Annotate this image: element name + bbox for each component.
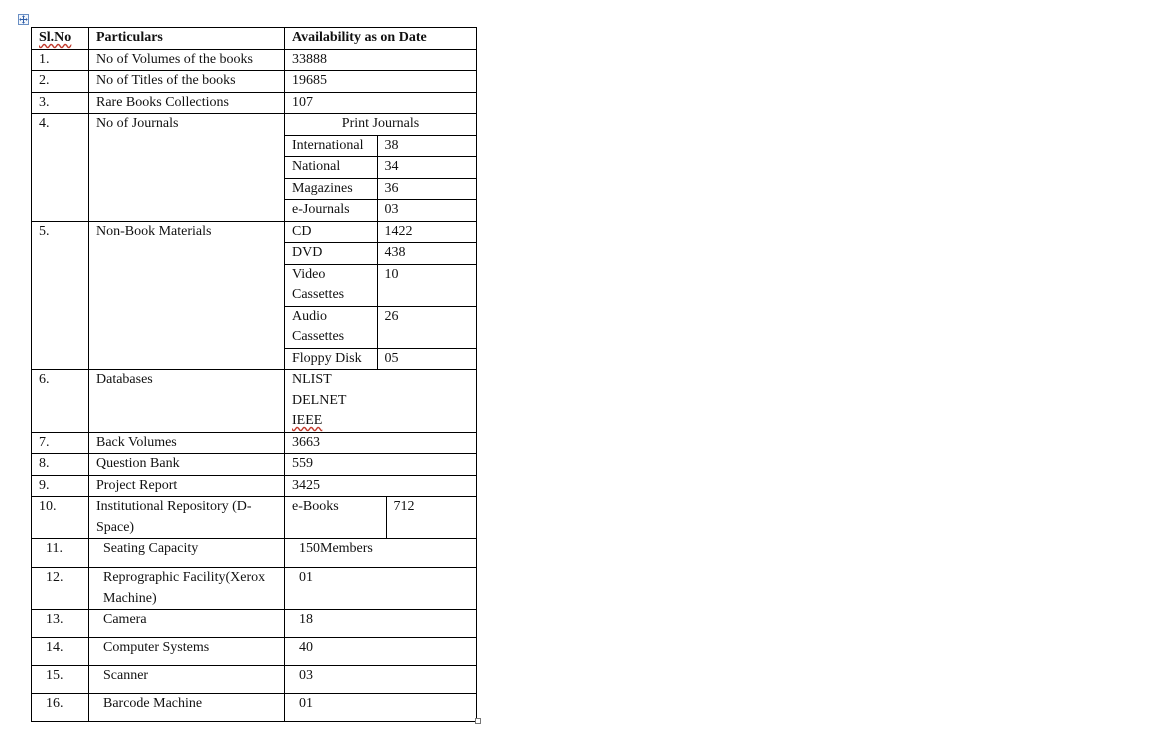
row-value: 107 xyxy=(285,92,477,114)
table-row xyxy=(32,432,477,454)
journal-value: 34 xyxy=(377,157,476,179)
repository-subtable xyxy=(285,497,476,538)
database-item: DELNET xyxy=(292,392,347,408)
table-row xyxy=(32,694,477,722)
repository-subtable-cell xyxy=(285,497,477,539)
row-particular: Reprographic Facility(Xerox Machine) xyxy=(89,568,285,610)
journal-row xyxy=(285,178,476,200)
repository-label: e-Books xyxy=(285,497,386,538)
journals-subtable-cell xyxy=(285,114,477,222)
table-row xyxy=(32,92,477,114)
journals-subtable xyxy=(285,114,476,221)
table-header-row xyxy=(32,28,477,50)
repository-value: 712 xyxy=(386,497,476,538)
row-particular: Project Report xyxy=(89,475,285,497)
library-resources-table xyxy=(31,27,477,722)
journal-row xyxy=(285,135,476,157)
journal-row xyxy=(285,200,476,221)
row-particular: Institutional Repository (D-Space) xyxy=(89,497,285,539)
table-row xyxy=(32,638,477,666)
material-row xyxy=(285,348,476,369)
row-number: 13. xyxy=(32,610,89,638)
material-label: DVD xyxy=(285,243,377,265)
row-number: 14. xyxy=(32,638,89,666)
journal-label: Magazines xyxy=(285,178,377,200)
row-value: 3425 xyxy=(285,475,477,497)
table-row xyxy=(32,666,477,694)
row-particular: No of Volumes of the books xyxy=(89,49,285,71)
row-particular: Back Volumes xyxy=(89,432,285,454)
journal-value: 36 xyxy=(377,178,476,200)
repository-row xyxy=(285,497,476,538)
table-row-repository xyxy=(32,497,477,539)
database-item: NLIST xyxy=(292,372,332,387)
table-row-databases xyxy=(32,370,477,433)
row-number: 3. xyxy=(32,92,89,114)
row-value: 19685 xyxy=(285,71,477,93)
material-value: 1422 xyxy=(377,222,476,243)
print-journals-header: Print Journals xyxy=(285,114,476,135)
table-row xyxy=(32,539,477,568)
row-value: 40 xyxy=(285,638,477,666)
journal-label: e-Journals xyxy=(285,200,377,221)
row-number: 16. xyxy=(32,694,89,722)
row-value: 3663 xyxy=(285,432,477,454)
table-row-non-book xyxy=(32,221,477,370)
journal-value: 03 xyxy=(377,200,476,221)
row-value: 03 xyxy=(285,666,477,694)
row-number: 9. xyxy=(32,475,89,497)
row-number: 5. xyxy=(32,221,89,370)
row-number: 10. xyxy=(32,497,89,539)
journal-label: National xyxy=(285,157,377,179)
row-particular: Rare Books Collections xyxy=(89,92,285,114)
material-label: CD xyxy=(285,222,377,243)
row-number: 2. xyxy=(32,71,89,93)
table-move-handle-icon[interactable] xyxy=(18,14,29,25)
row-number: 12. xyxy=(32,568,89,610)
row-value: 33888 xyxy=(285,49,477,71)
database-item: IEEE xyxy=(292,413,323,428)
journal-row xyxy=(285,157,476,179)
non-book-subtable xyxy=(285,222,476,370)
header-sl-no: Sl.No xyxy=(32,28,89,50)
row-particular: No of Journals xyxy=(89,114,285,222)
table-row xyxy=(32,49,477,71)
row-value: 01 xyxy=(285,568,477,610)
row-value: 150Members xyxy=(285,539,477,568)
journal-value: 38 xyxy=(377,135,476,157)
non-book-subtable-cell xyxy=(285,221,477,370)
row-number: 1. xyxy=(32,49,89,71)
row-number: 6. xyxy=(32,370,89,433)
row-particular: Databases xyxy=(89,370,285,433)
material-row xyxy=(285,306,476,348)
header-availability: Availability as on Date xyxy=(285,28,477,50)
row-particular: Scanner xyxy=(89,666,285,694)
row-number: 11. xyxy=(32,539,89,568)
table-row xyxy=(32,454,477,476)
row-value: 01 xyxy=(285,694,477,722)
table-resize-handle-icon[interactable] xyxy=(475,718,481,724)
row-number: 4. xyxy=(32,114,89,222)
material-value: 26 xyxy=(377,306,476,348)
material-value: 05 xyxy=(377,348,476,369)
row-particular: Seating Capacity xyxy=(89,539,285,568)
row-particular: Camera xyxy=(89,610,285,638)
header-particulars: Particulars xyxy=(89,28,285,50)
table-row xyxy=(32,610,477,638)
row-particular: Computer Systems xyxy=(89,638,285,666)
row-particular: Question Bank xyxy=(89,454,285,476)
table-row xyxy=(32,71,477,93)
table-row xyxy=(32,568,477,610)
material-row xyxy=(285,243,476,265)
material-value: 10 xyxy=(377,264,476,306)
table-row xyxy=(32,475,477,497)
material-label: Video Cassettes xyxy=(285,264,377,306)
row-particular: No of Titles of the books xyxy=(89,71,285,93)
row-number: 15. xyxy=(32,666,89,694)
row-number: 8. xyxy=(32,454,89,476)
row-particular: Non-Book Materials xyxy=(89,221,285,370)
material-row xyxy=(285,222,476,243)
journal-label: International xyxy=(285,135,377,157)
row-number: 7. xyxy=(32,432,89,454)
row-particular: Barcode Machine xyxy=(89,694,285,722)
material-row xyxy=(285,264,476,306)
material-label: Audio Cassettes xyxy=(285,306,377,348)
material-value: 438 xyxy=(377,243,476,265)
table-row-journals xyxy=(32,114,477,222)
row-value: 559 xyxy=(285,454,477,476)
database-list xyxy=(285,370,477,433)
material-label: Floppy Disk xyxy=(285,348,377,369)
row-value: 18 xyxy=(285,610,477,638)
